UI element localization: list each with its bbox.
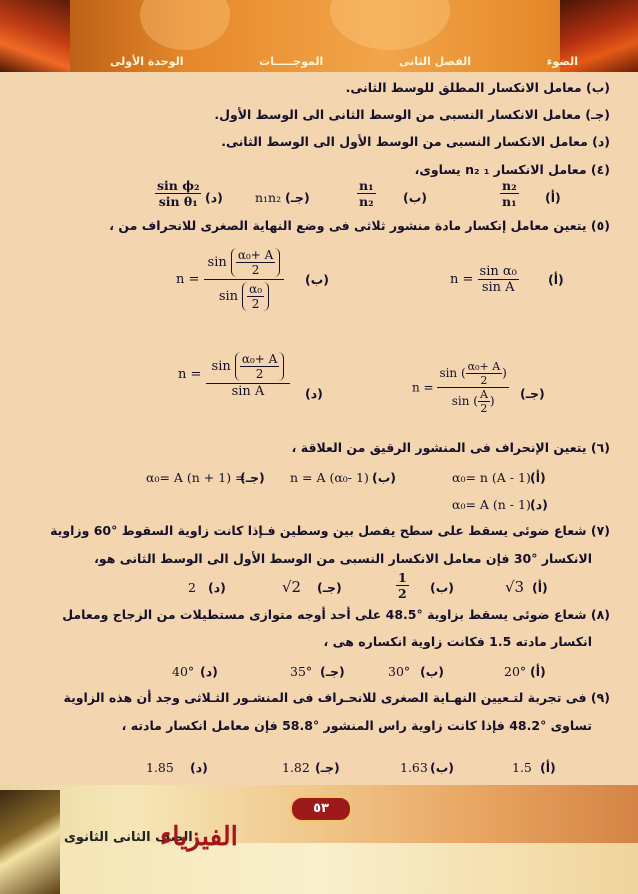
footer-band [0, 843, 638, 894]
q4-option-j: n₁n₂ [255, 190, 282, 205]
option-label-b: (ب) [403, 190, 427, 205]
option-line: (ب) معامل الانكسار المطلق للوسط الثانى. [345, 80, 610, 95]
page-number: ٥٣ [290, 796, 352, 822]
q5-option-d: n = sin $\frac{\text{α₀+ A}}{2}$ sin A [178, 350, 290, 399]
option-label-j: (جـ) [520, 386, 545, 401]
q8-option-j: 35° [290, 664, 313, 679]
header-chapter: الفصل الثانى [398, 54, 472, 68]
option-label-d: (د) [205, 190, 223, 205]
q8-option-a: 20° [504, 664, 527, 679]
q5-option-b: n = sin $\frac{\text{α₀+ A}}{2}$ sin $\frac{\text{α₀}}{2}$ [176, 246, 284, 313]
q9-option-d: 1.85 [146, 760, 174, 775]
question-9-cont: تساوى °48.2 فإذا كانت زاوية راس المنشور °58.8 فإن معامل انكسار مادته ، [121, 718, 592, 733]
option-label-a: (أ) [530, 470, 546, 485]
q5-option-j: n = sin ( $\frac{\text{α₀+ A}}{2}$ ) sin ( $\frac{A}{2}$ ) [412, 360, 507, 415]
q4-option-a: $\frac{\text{n₂}}{\text{n₁}}$ [502, 178, 517, 209]
q4-option-b: $\frac{\text{n₁}}{\text{n₂}}$ [359, 178, 374, 209]
option-label-j: (جـ) [315, 760, 340, 775]
question-6: (٦) يتعين الإنحراف فى المنشور الرقيق من العلاقة ، [291, 440, 610, 455]
question-7: (٧) شعاع ضوئى يسقط على سطح يفصل بين وسطين فـإذا كانت زاوية السقوط °60 وزاوية [50, 523, 610, 538]
option-label-b: (ب) [372, 470, 396, 485]
option-label-b: (ب) [420, 664, 444, 679]
option-label-d: (د) [305, 386, 323, 401]
option-line: (جـ) معامل الانكسار النسبى من الوسط الثانى الى الوسط الأول. [214, 107, 610, 122]
q7-option-a: √3 [505, 578, 525, 596]
q9-option-b: 1.63 [400, 760, 428, 775]
header-unit: الوحدة الأولى [110, 54, 184, 68]
option-label-d: (د) [190, 760, 208, 775]
q7-option-d: 2 [188, 580, 196, 595]
option-label-b: (ب) [430, 760, 454, 775]
footer-photo [0, 790, 60, 894]
option-label-j: (جـ) [285, 190, 310, 205]
q7-option-j: √2 [282, 578, 302, 596]
option-label-a: (أ) [540, 760, 556, 775]
header-section-light: الضوء [546, 54, 578, 68]
question-5: (٥) يتعين معامل إنكسار مادة منشور ثلاثى فى وضع النهاية الصغرى للانحراف من ، [109, 218, 610, 233]
option-label-a: (أ) [532, 580, 548, 595]
footer-subject-title: الفيزياء [160, 822, 238, 852]
option-label-a: (أ) [530, 664, 546, 679]
q6-option-j: α₀= A (n + 1) = [146, 470, 246, 485]
q6-option-d: α₀= A (n - 1) [452, 497, 531, 512]
option-label-j: (جـ) [320, 664, 345, 679]
q9-option-j: 1.82 [282, 760, 310, 775]
footer-grade: الصف الثانى الثانوى [64, 830, 193, 845]
option-label-a: (أ) [545, 190, 561, 205]
option-label-j: (جـ) [317, 580, 342, 595]
option-line: (د) معامل الانكسار النسبى من الوسط الأول الى الوسط الثانى. [221, 134, 610, 149]
q9-option-a: 1.5 [512, 760, 532, 775]
option-label-b: (ب) [430, 580, 454, 595]
q6-option-a: α₀= n (A - 1) [452, 470, 531, 485]
q6-option-b: n = A (α₀- 1) [290, 470, 369, 485]
question-9: (٩) فى تجربة لتـعيين النهـاية الصغرى للانحـراف فى المنشـور الثـلاثى وجد أن هذه الزاوية [63, 690, 610, 705]
q5-option-a: n = $\frac{\text{sin α₀}}{\text{sin A}}$ [450, 264, 517, 295]
option-label-d: (د) [208, 580, 226, 595]
option-label-d: (د) [200, 664, 218, 679]
question-8-cont: انكسار مادته 1.5 فكانت زاوية انكساره هى ، [323, 634, 592, 649]
q4-option-d: $\frac{\text{sin ϕ₂}}{\text{sin θ₁}}$ [157, 178, 200, 209]
option-label-a: (أ) [548, 272, 564, 287]
q8-option-d: 40° [172, 664, 195, 679]
question-8: (٨) شعاع ضوئى يسقط بزاوية °48.5 على أحد أوجه متوازى مستطيلات من الزجاج ومعامل [62, 607, 610, 622]
option-label-d: (د) [530, 497, 548, 512]
q8-option-b: 30° [388, 664, 411, 679]
option-label-j: (جـ) [240, 470, 265, 485]
question-4: (٤) معامل الانكسار n₂ ₁ يساوى، [414, 162, 610, 177]
option-label-b: (ب) [305, 272, 329, 287]
question-7-cont: الانكسار °30 فإن معامل الانكسار النسبى من الوسط الأول الى الوسط الثانى هو، [94, 551, 592, 566]
header-waves: الموجـــــات [259, 54, 324, 68]
q7-option-b: $\frac{1}{2}$ [398, 570, 407, 601]
